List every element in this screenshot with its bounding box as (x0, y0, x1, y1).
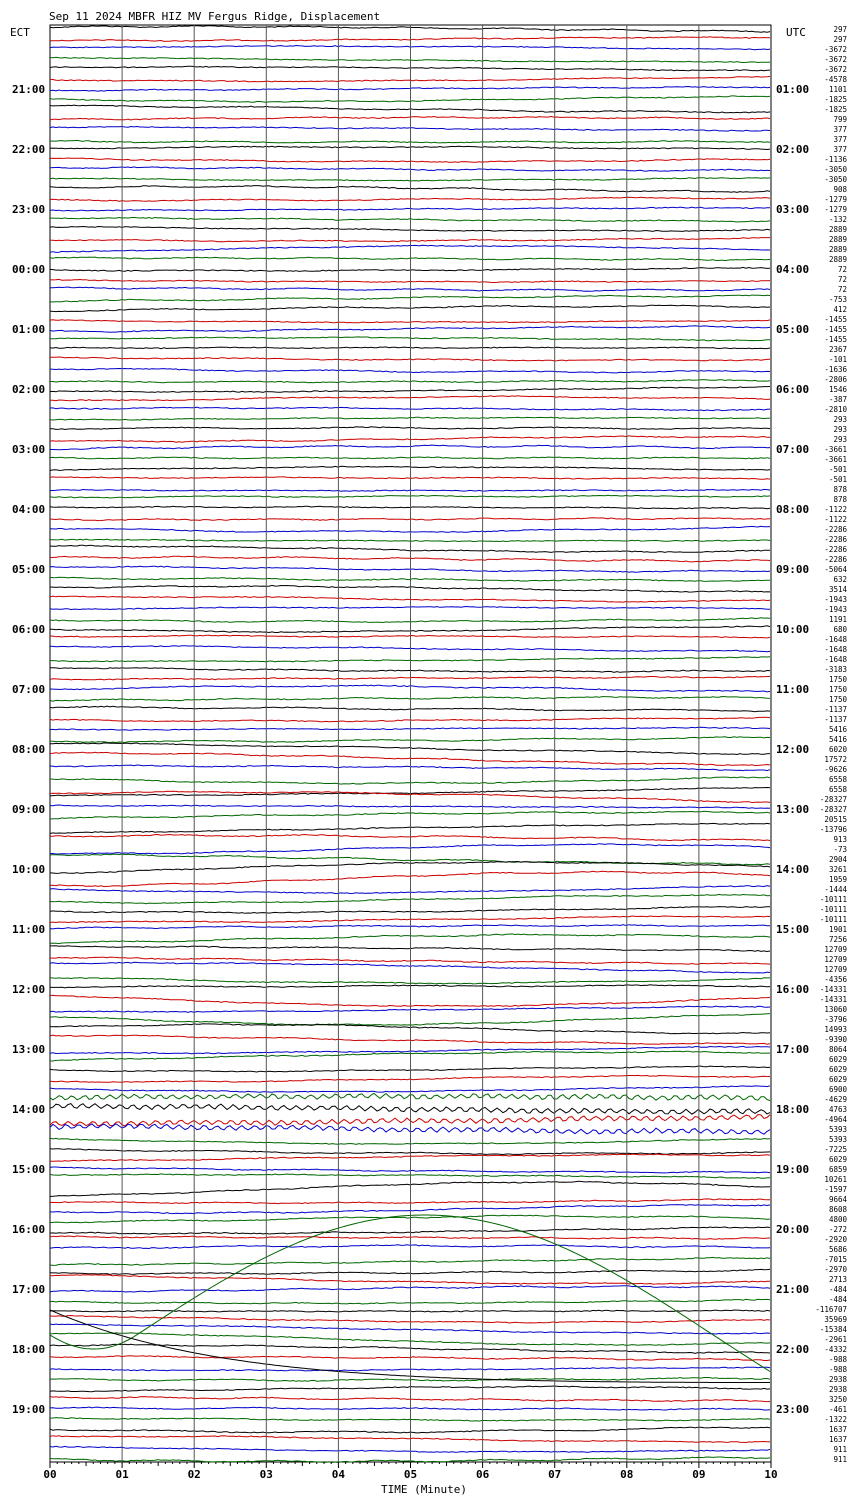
right-hour-label: 12:00 (776, 743, 810, 756)
left-hour-label: 21:00 (12, 83, 46, 96)
trace-offset-label: -132 (828, 215, 847, 224)
trace-offset-label: 293 (833, 415, 847, 424)
trace-offset-label: 412 (833, 305, 847, 314)
trace-offset-label: -988 (828, 1355, 847, 1364)
trace-offset-label: -2806 (824, 375, 847, 384)
trace-offset-label: 2713 (828, 1275, 847, 1284)
trace-offset-label: 5686 (828, 1245, 847, 1254)
trace-offset-label: -1136 (824, 155, 847, 164)
trace-offset-label: -3183 (824, 665, 847, 674)
left-hour-label: 06:00 (12, 623, 46, 636)
right-hour-label: 11:00 (776, 683, 810, 696)
trace-offset-label: -1648 (824, 655, 847, 664)
trace-offset-label: -1444 (824, 885, 847, 894)
right-hour-label: 01:00 (776, 83, 810, 96)
trace-offset-label: 297 (833, 25, 847, 34)
trace-offset-label: -28327 (819, 805, 847, 814)
left-hour-label: 14:00 (12, 1103, 46, 1116)
right-hour-label: 16:00 (776, 983, 810, 996)
right-hour-label: 20:00 (776, 1223, 810, 1236)
trace-offset-label: 2889 (828, 245, 847, 254)
trace-offset-label: -272 (828, 1225, 847, 1234)
trace-offset-label: 17572 (824, 755, 847, 764)
left-hour-labels (12, 83, 45, 1416)
left-hour-label: 08:00 (12, 743, 46, 756)
trace-offset-label: 12709 (824, 965, 847, 974)
trace-offset-label: -13796 (819, 825, 847, 834)
trace-offset-label: 8608 (828, 1205, 847, 1214)
left-hour-label: 17:00 (12, 1283, 46, 1296)
trace-offset-label: -1137 (824, 715, 847, 724)
trace-offset-label: 3250 (828, 1395, 847, 1404)
trace-offset-label: -1943 (824, 595, 847, 604)
trace-offset-label: 297 (833, 35, 847, 44)
right-hour-label: 21:00 (776, 1283, 810, 1296)
right-hour-label: 17:00 (776, 1043, 810, 1056)
trace-offset-label: 35969 (824, 1315, 847, 1324)
trace-offset-label: -3050 (824, 165, 847, 174)
trace-offset-label: -2810 (824, 405, 847, 414)
trace-offset-label: 4800 (828, 1215, 847, 1224)
trace-offset-label: -10111 (819, 915, 847, 924)
left-hour-label: 01:00 (12, 323, 46, 336)
left-hour-label: 10:00 (12, 863, 46, 876)
trace-offset-label: -2920 (824, 1235, 847, 1244)
trace-offset-label: 1750 (828, 695, 847, 704)
trace-offset-label: 6900 (828, 1085, 847, 1094)
left-timezone-label: ECT (10, 26, 30, 39)
trace-offset-label: -4356 (824, 975, 847, 984)
left-hour-label: 02:00 (12, 383, 46, 396)
trace-offset-label: -101 (828, 355, 847, 364)
trace-offset-label: 2904 (828, 855, 847, 864)
trace-offset-label: 1191 (828, 615, 847, 624)
trace-offset-label: -1137 (824, 705, 847, 714)
trace-offset-label: 1101 (828, 85, 847, 94)
trace-offset-label: -1279 (824, 205, 847, 214)
x-axis-label: TIME (Minute) (380, 1483, 468, 1496)
trace-offset-label: 72 (837, 285, 847, 294)
trace-offset-label: 293 (833, 425, 847, 434)
right-hour-label: 13:00 (776, 803, 810, 816)
left-hour-label: 15:00 (12, 1163, 46, 1176)
trace-offset-label: 2367 (828, 345, 847, 354)
x-axis (43, 1462, 777, 1481)
right-hour-label: 06:00 (776, 383, 810, 396)
trace-offset-label: -4578 (824, 75, 847, 84)
trace-offset-label: -1322 (824, 1415, 847, 1424)
left-hour-label: 09:00 (12, 803, 46, 816)
trace-offset-label: 6558 (828, 785, 847, 794)
trace-offset-label: -1279 (824, 195, 847, 204)
trace-offset-label: -3661 (824, 445, 847, 454)
trace-offset-label: -1648 (824, 645, 847, 654)
left-hour-label: 11:00 (12, 923, 46, 936)
trace-offset-label: -14331 (819, 995, 847, 1004)
trace-offset-label: 5416 (828, 725, 847, 734)
trace-offset-label: -1455 (824, 315, 847, 324)
trace-offset-label: 6029 (828, 1075, 847, 1084)
trace-offset-label: -4332 (824, 1345, 847, 1354)
trace-offset-label: 7256 (828, 935, 847, 944)
trace-offset-label: -484 (828, 1285, 847, 1294)
right-hour-label: 05:00 (776, 323, 810, 336)
trace-offset-label: 911 (833, 1455, 847, 1464)
trace-offset-label: -387 (828, 395, 847, 404)
left-hour-label: 22:00 (12, 143, 46, 156)
left-hour-label: 04:00 (12, 503, 46, 516)
right-hour-label: 07:00 (776, 443, 810, 456)
right-timezone-label: UTC (786, 26, 806, 39)
trace-offset-label: -1122 (824, 515, 847, 524)
trace-offset-label: -7015 (824, 1255, 847, 1264)
trace-offset-label: 6020 (828, 745, 847, 754)
right-hour-label: 03:00 (776, 203, 810, 216)
left-hour-label: 00:00 (12, 263, 46, 276)
trace-offset-label: -3050 (824, 175, 847, 184)
trace-offset-label: -2970 (824, 1265, 847, 1274)
trace-offset-label: -1122 (824, 505, 847, 514)
chart-title: Sep 11 2024 MBFR HIZ MV Fergus Ridge, Displacement (49, 10, 381, 23)
trace-offset-label: -28327 (819, 795, 847, 804)
right-hour-label: 04:00 (776, 263, 810, 276)
trace-offset-label: -3661 (824, 455, 847, 464)
trace-offset-label: -2286 (824, 545, 847, 554)
trace-offset-label: 878 (833, 495, 847, 504)
trace-offset-label: -116707 (815, 1305, 847, 1314)
trace-offset-label: 799 (833, 115, 847, 124)
right-hour-label: 02:00 (776, 143, 810, 156)
left-hour-label: 19:00 (12, 1403, 46, 1416)
trace-offset-label: 14993 (824, 1025, 847, 1034)
x-tick-label: 02 (187, 1468, 201, 1481)
trace-offset-label: -9626 (824, 765, 847, 774)
left-hour-label: 12:00 (12, 983, 46, 996)
x-tick-label: 09 (692, 1468, 706, 1481)
trace-offset-label: 4763 (828, 1105, 847, 1114)
right-hour-label: 18:00 (776, 1103, 810, 1116)
trace-offset-label: -2286 (824, 525, 847, 534)
x-tick-label: 01 (115, 1468, 129, 1481)
trace-offset-label: 1959 (828, 875, 847, 884)
trace-offset-label: -501 (828, 465, 847, 474)
trace-offset-label: -1455 (824, 335, 847, 344)
trace-offset-label: 5393 (828, 1125, 847, 1134)
trace-offset-label: -1597 (824, 1185, 847, 1194)
left-hour-label: 03:00 (12, 443, 46, 456)
trace-offset-label: 913 (833, 835, 847, 844)
trace-offset-label: 2889 (828, 255, 847, 264)
trace-offset-label: -1648 (824, 635, 847, 644)
trace-offset-label: 6029 (828, 1065, 847, 1074)
trace-offset-label: 377 (833, 135, 847, 144)
trace-offset-label: 2889 (828, 235, 847, 244)
trace-offset-label: 6029 (828, 1155, 847, 1164)
trace-offset-label: 2938 (828, 1375, 847, 1384)
trace-offset-label: 2938 (828, 1385, 847, 1394)
trace-offset-label: -1943 (824, 605, 847, 614)
trace-offset-label: -7225 (824, 1145, 847, 1154)
trace-offset-label: 1901 (828, 925, 847, 934)
trace-offset-label: -3672 (824, 65, 847, 74)
trace-offset-label: -1636 (824, 365, 847, 374)
trace-offset-label: -461 (828, 1405, 847, 1414)
trace-offset-label: 377 (833, 125, 847, 134)
trace-offset-label: 12709 (824, 945, 847, 954)
trace-offset-label: -1825 (824, 95, 847, 104)
trace-offset-label: 908 (833, 185, 847, 194)
right-hour-label: 10:00 (776, 623, 810, 636)
trace-offset-label: -2286 (824, 555, 847, 564)
trace-offset-label: -3672 (824, 45, 847, 54)
trace-offset-label: -4964 (824, 1115, 847, 1124)
trace-offset-label: 293 (833, 435, 847, 444)
x-tick-label: 04 (331, 1468, 346, 1481)
x-tick-label: 07 (548, 1468, 562, 1481)
trace-offset-label: 20515 (824, 815, 847, 824)
x-tick-label: 08 (620, 1468, 634, 1481)
left-hour-label: 23:00 (12, 203, 46, 216)
x-tick-label: 05 (403, 1468, 418, 1481)
trace-offset-label: 632 (833, 575, 847, 584)
right-hour-labels (776, 83, 809, 1416)
trace-offset-label: -14331 (819, 985, 847, 994)
trace-offset-label: -3672 (824, 55, 847, 64)
trace-offset-label: -9390 (824, 1035, 847, 1044)
trace-offset-label: 72 (837, 275, 847, 284)
trace-offset-label: 72 (837, 265, 847, 274)
right-hour-label: 14:00 (776, 863, 810, 876)
trace-offset-label: 1750 (828, 675, 847, 684)
trace-offset-label: -10111 (819, 895, 847, 904)
trace-offset-label: -988 (828, 1365, 847, 1374)
right-hour-label: 15:00 (776, 923, 810, 936)
trace-offset-label: -5064 (824, 565, 847, 574)
left-hour-label: 18:00 (12, 1343, 46, 1356)
trace-offset-label: 13060 (824, 1005, 847, 1014)
trace-offset-label: 8064 (828, 1045, 847, 1054)
trace-offset-label: -484 (828, 1295, 847, 1304)
right-hour-label: 08:00 (776, 503, 810, 516)
trace-offset-label: -10111 (819, 905, 847, 914)
trace-offset-label: 6029 (828, 1055, 847, 1064)
trace-offset-label: -501 (828, 475, 847, 484)
trace-offset-label: -1825 (824, 105, 847, 114)
right-hour-label: 19:00 (776, 1163, 810, 1176)
trace-offset-label: 1637 (828, 1425, 847, 1434)
trace-offset-label: -753 (828, 295, 847, 304)
trace-offset-label: 1750 (828, 685, 847, 694)
right-hour-label: 23:00 (776, 1403, 810, 1416)
x-tick-label: 06 (475, 1468, 490, 1481)
trace-offset-label: 2889 (828, 225, 847, 234)
left-hour-label: 16:00 (12, 1223, 46, 1236)
trace-offset-label: 878 (833, 485, 847, 494)
left-hour-label: 13:00 (12, 1043, 46, 1056)
trace-offset-label: 6558 (828, 775, 847, 784)
trace-offset-label: 6859 (828, 1165, 847, 1174)
trace-offset-label: 3514 (828, 585, 847, 594)
trace-offset-label: -15384 (819, 1325, 847, 1334)
trace-offset-label: 10261 (824, 1175, 847, 1184)
right-hour-label: 09:00 (776, 563, 810, 576)
left-hour-label: 05:00 (12, 563, 46, 576)
trace-offset-label: 911 (833, 1445, 847, 1454)
trace-offset-label: -4629 (824, 1095, 847, 1104)
x-tick-label: 03 (259, 1468, 273, 1481)
trace-offset-label: 3261 (828, 865, 847, 874)
trace-offset-label: -3796 (824, 1015, 847, 1024)
x-tick-label: 00 (43, 1468, 57, 1481)
trace-offset-label: -2961 (824, 1335, 847, 1344)
trace-offset-label: 5393 (828, 1135, 847, 1144)
trace-offset-label: -73 (833, 845, 847, 854)
trace-offset-label: 9664 (828, 1195, 847, 1204)
trace-offset-label: 1546 (828, 385, 847, 394)
trace-offset-label: 377 (833, 145, 847, 154)
x-tick-label: 10 (764, 1468, 778, 1481)
right-hour-label: 22:00 (776, 1343, 810, 1356)
trace-offset-label: -1455 (824, 325, 847, 334)
trace-offset-label: -2286 (824, 535, 847, 544)
trace-offset-label: 680 (833, 625, 847, 634)
left-hour-label: 07:00 (12, 683, 46, 696)
trace-offset-label: 5416 (828, 735, 847, 744)
trace-offset-label: 1637 (828, 1435, 847, 1444)
trace-offset-labels (815, 25, 847, 1464)
trace-offset-label: 12709 (824, 955, 847, 964)
